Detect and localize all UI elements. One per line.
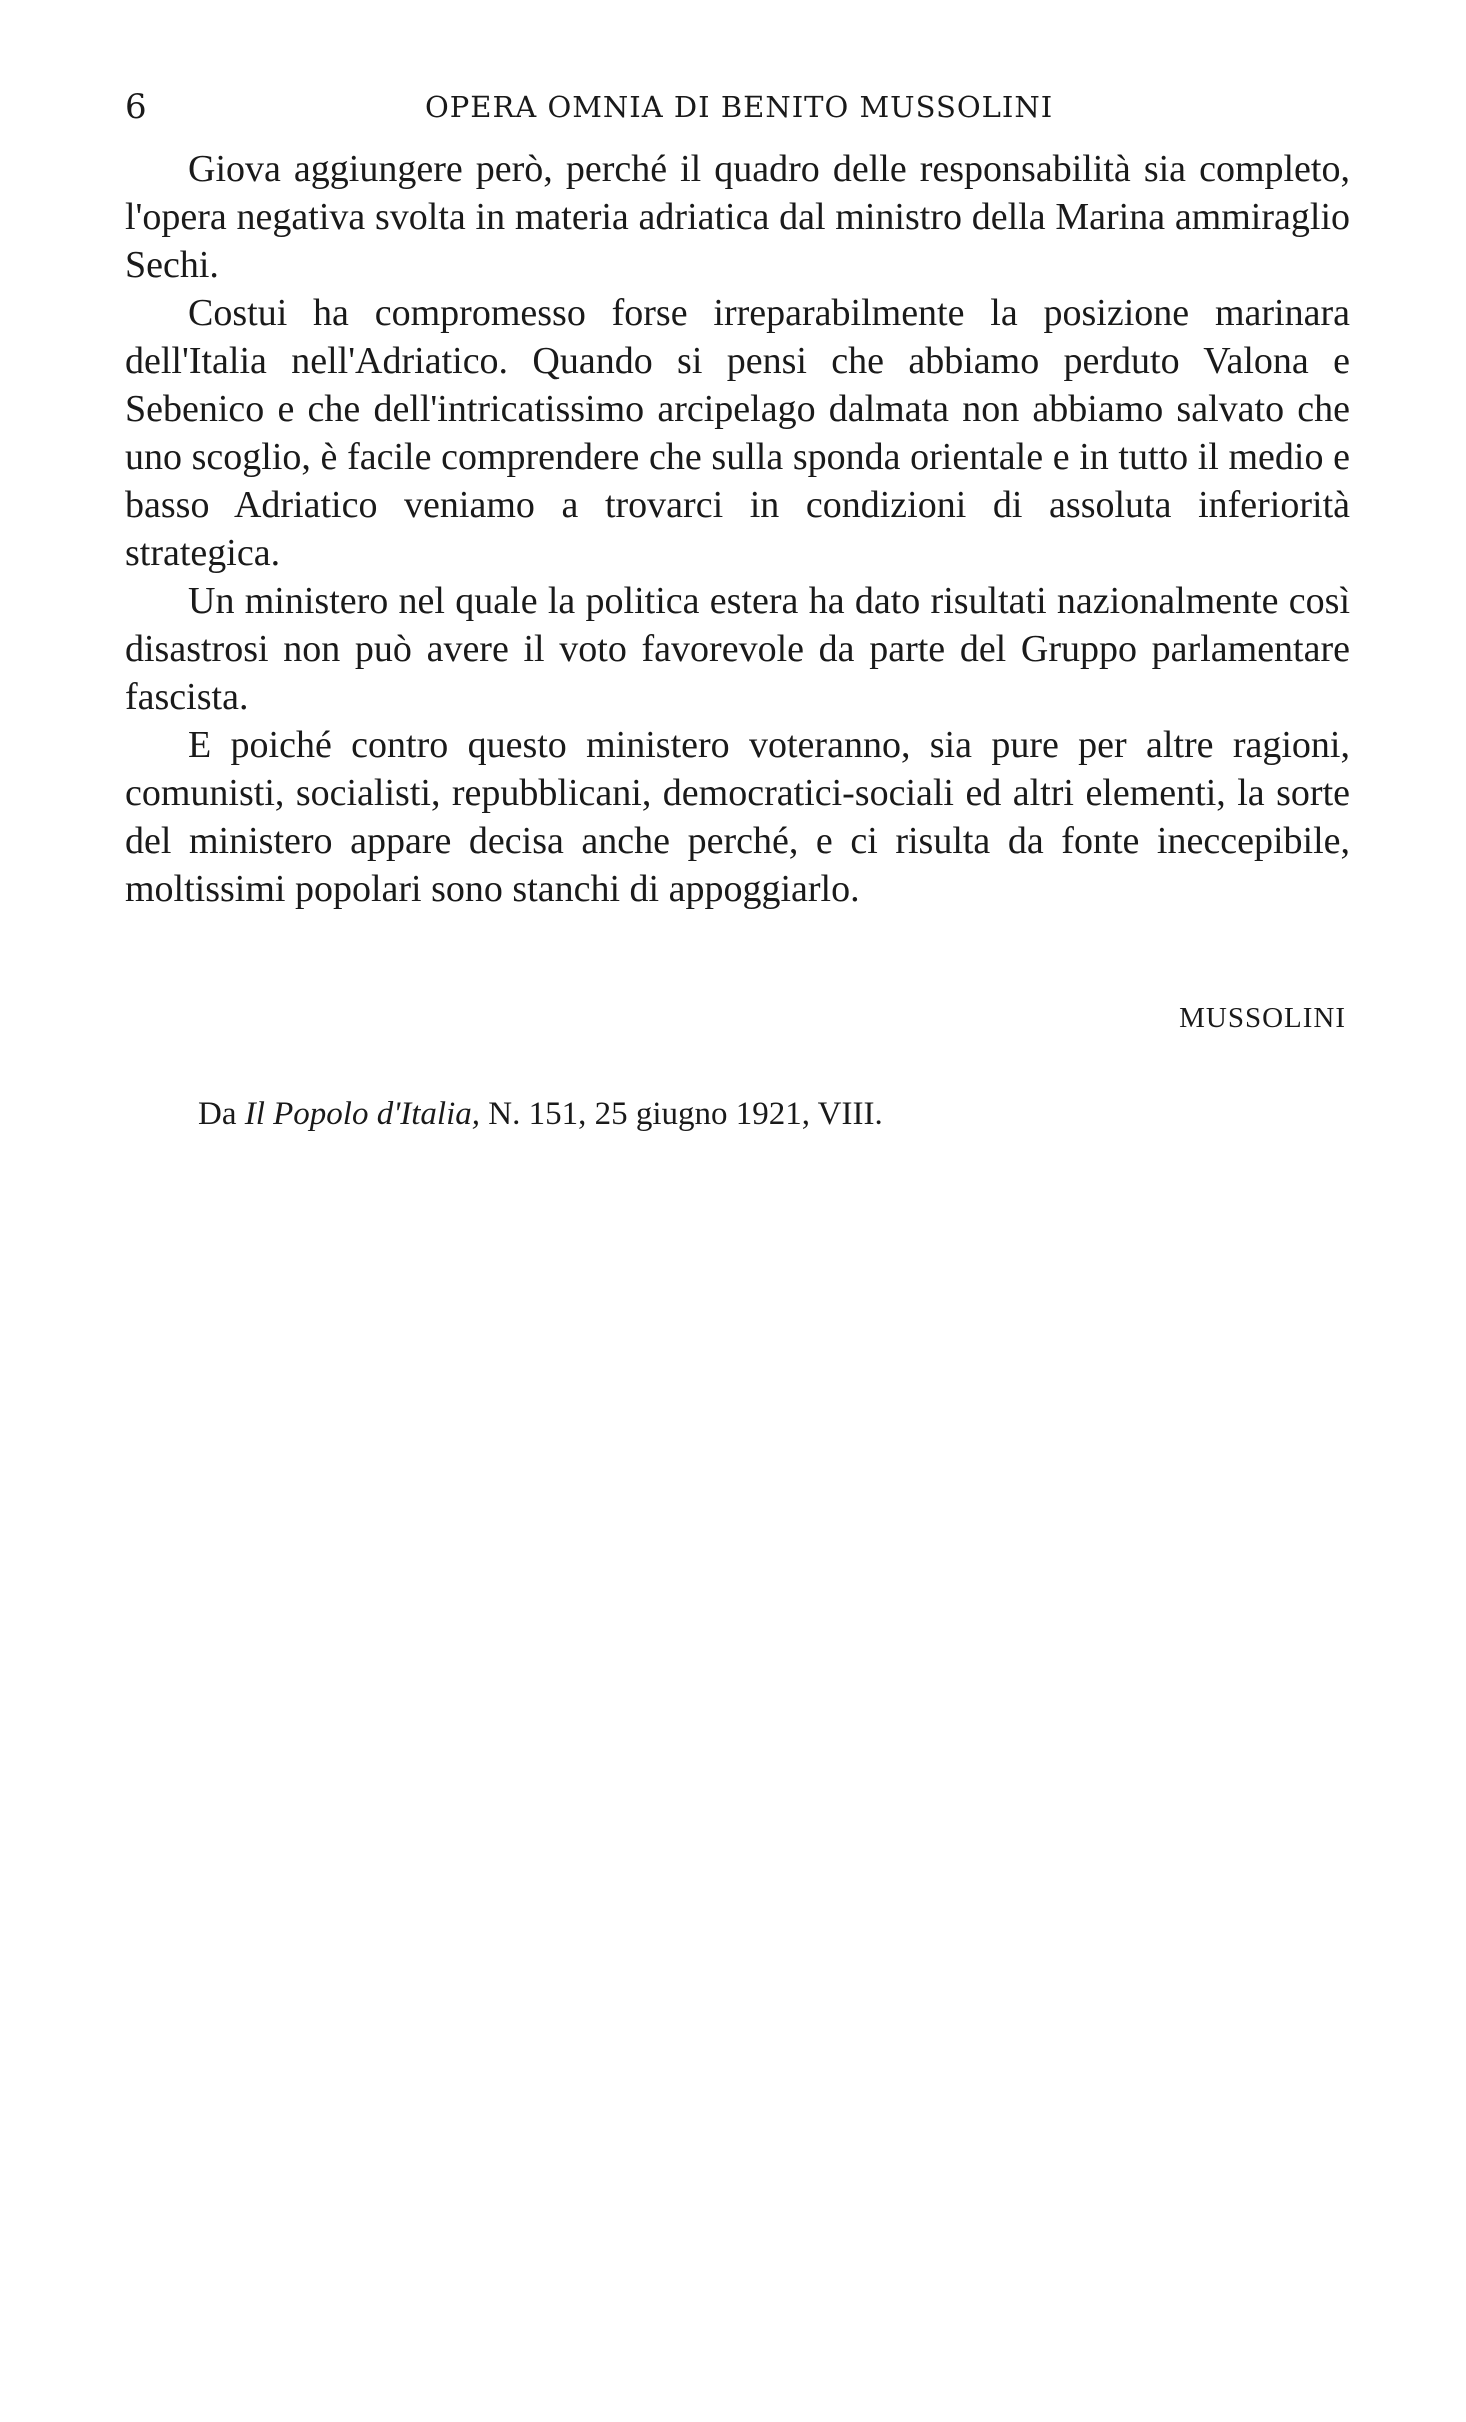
running-title: OPERA OMNIA DI BENITO MUSSOLINI: [425, 90, 1054, 124]
paragraph-1: Giova aggiungere però, perché il quadro delle responsabilità sia completo, l'opera negativa svolta in materia adriatica dal ministro della Marina ammiraglio Sechi.: [125, 148, 1350, 286]
page-number: 6: [125, 87, 147, 127]
paragraph-2: Costui ha compromesso forse irreparabilmente la posizione marinara dell'Italia nell'Adriatico. Quando si pensi che abbiamo perduto Valona e Sebenico e che dell'intricatissimo arcipelago dalmata non abbiamo salvato che uno scoglio, è facile comprendere che sulla sponda orientale e in tutto il medio e basso Adriatico veniamo a trovarci in condizioni di assoluta inferiorità strategica.: [125, 292, 1350, 574]
article-body: [125, 145, 1350, 913]
paragraph-3: Un ministero nel quale la politica estera ha dato risultati nazionalmente così disastrosi non può avere il voto favorevole da parte del Gruppo parlamentare fascista.: [125, 580, 1350, 718]
author-signature: MUSSOLINI: [1179, 1002, 1346, 1034]
source-prefix: Da: [198, 1096, 245, 1132]
source-citation: [198, 1092, 1198, 1136]
source-details: N. 151, 25 giugno 1921, VIII.: [480, 1096, 883, 1132]
source-publication: Il Popolo d'Italia,: [244, 1096, 481, 1132]
paragraph-4: E poiché contro questo ministero voteranno, sia pure per altre ragioni, comunisti, socialisti, repubblicani, democratici-sociali ed altri elementi, la sorte del ministero appare decisa anche perché, e ci risulta da fonte ineccepibile, moltissimi popolari sono stanchi di appoggiarlo.: [125, 724, 1350, 910]
running-head: [125, 82, 1345, 132]
